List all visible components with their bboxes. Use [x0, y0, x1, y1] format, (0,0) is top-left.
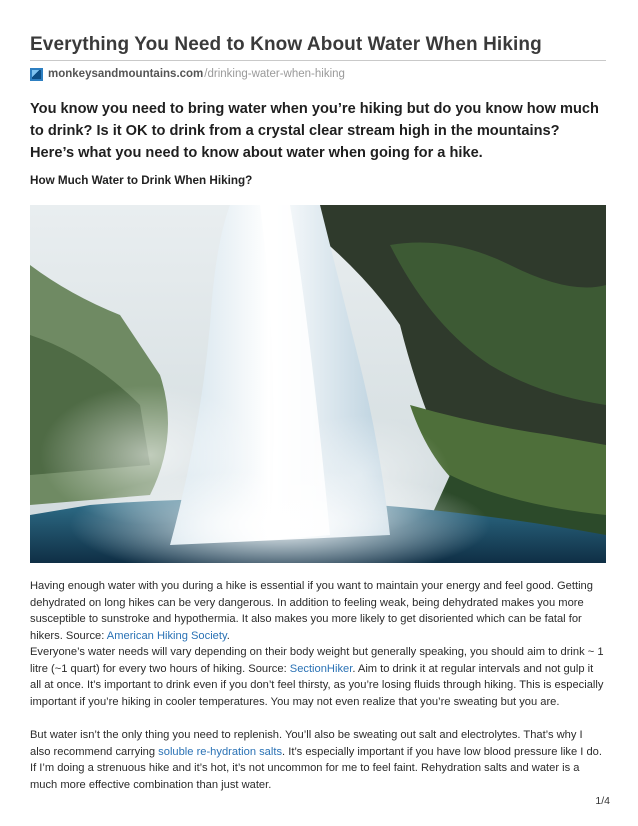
source-domain[interactable]: monkeysandmountains.com [48, 68, 204, 80]
waterfall-photo [30, 205, 606, 563]
lead-paragraph: You know you need to bring water when you’re hiking but do you know how much to drink? Is it OK to drink from a crystal clear stream high in the mountains? Here’s what you need to know about water when going for a hike. [30, 101, 599, 161]
paragraph-1-text: Having enough water with you during a hike is essential if you want to maintain your energy and feel good. Getting dehydrated on long hikes can be very dangerous. In addition to feeling weak, being dehydrated makes you more susceptible to sunstroke and hypothermia. It also makes you more likely to get disoriented which can be fatal for hikers. Source: [30, 580, 593, 642]
article-title: Everything You Need to Know About Water When Hiking [30, 34, 542, 55]
paragraph-2-text: Everyone’s water needs will vary depending on their body weight but generally speaking, you should aim to drink ~ 1 litre (~1 quart) for every two hours of hiking. Source: [30, 646, 604, 675]
paragraph-3 [30, 727, 606, 793]
page-number: 1/4 [595, 795, 610, 807]
paragraph-2 [30, 644, 606, 710]
paragraph-1 [30, 578, 606, 644]
site-favicon-icon [30, 68, 43, 81]
source-path[interactable]: /drinking-water-when-hiking [204, 68, 345, 80]
sectionhiker-link[interactable]: SectionHiker [289, 662, 353, 675]
american-hiking-society-link[interactable]: American Hiking Society [106, 629, 227, 642]
section-heading: How Much Water to Drink When Hiking? [30, 174, 253, 187]
paragraph-3-start: But water isn’t the only thing you need to replenish. You’ll also be sweating out salt and electrolytes. That’s why I also recommend carrying [30, 729, 583, 758]
paragraph-3-end: . It’s especially important if you have low blood pressure like I do. If I’m doing a strenuous hike and it’s hot, it’s not uncommon for me to feel faint. Rehydration salts and water is a much more effective combination than just water. [30, 745, 602, 791]
title-divider [30, 60, 606, 61]
paragraph-1-end: . [226, 629, 230, 642]
source-line [30, 66, 345, 82]
paragraph-2-end: . Aim to drink it at regular intervals and not gulp it all at once. It’s important to drink even if you don’t feel thirsty, as you’re losing fluids through hiking. This is especially important if you’re hiking in cooler temperatures. You may not even realize that you’re sweating but you are. [30, 662, 604, 708]
rehydration-salts-link[interactable]: soluble re-hydration salts [158, 745, 283, 758]
